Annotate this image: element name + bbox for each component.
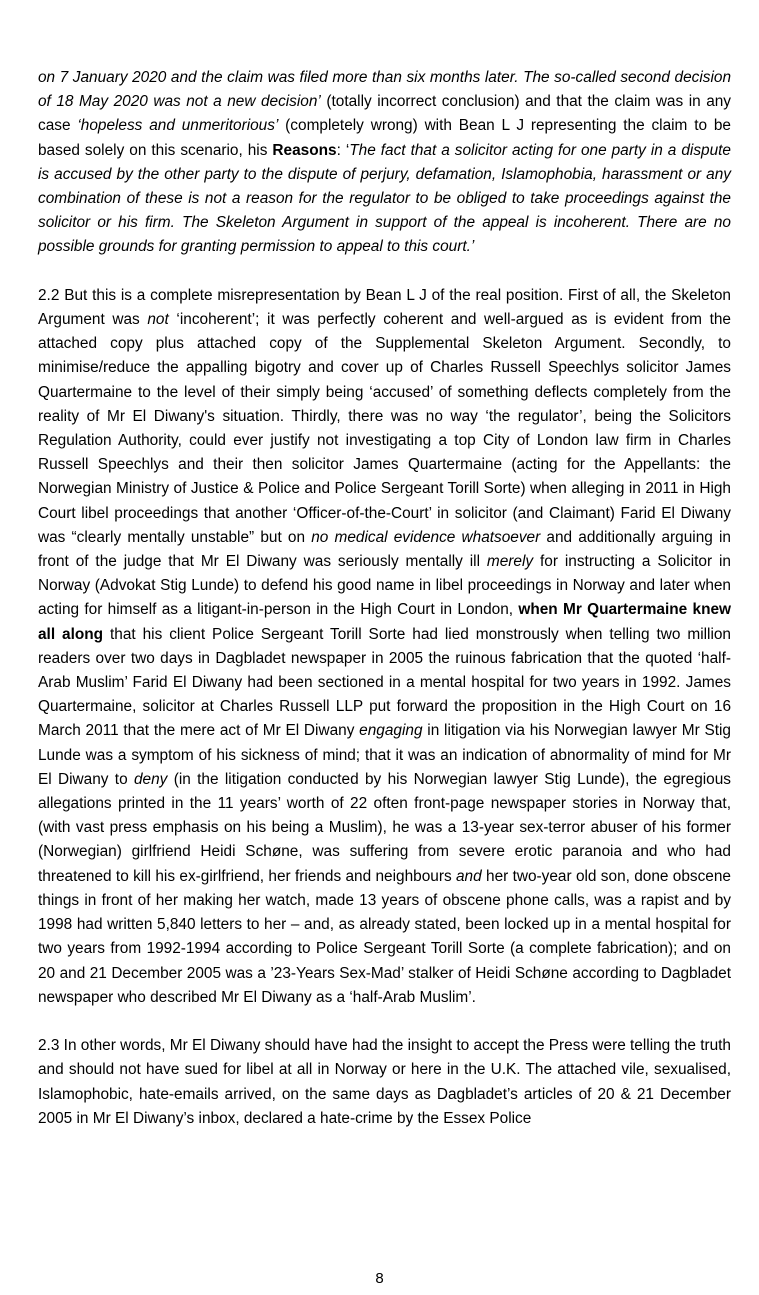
text-run: in litigation via his Norwegian lawyer Mr Stig Lunde was a symptom of his sickness of mind; that it was an indication of abnormality of mind for Mr El Diwany to <box>38 722 731 788</box>
page-number: 8 <box>375 1270 384 1287</box>
text-run: 2.2 But this is a complete misrepresentation by Bean L J of the real position. First of all, the Skeleton Argument was <box>38 286 731 329</box>
text-run: ‘incoherent’; it was perfectly coherent and well-argued as is evident from the attached copy plus attached copy of the Supplemental Skeleton Argument. Secondly, to minimise/reduce the appalling bigotry and cover up of Charles Russell Speechlys solicitor James Quartermaine to the level of their simply being ‘accused’ of something deflects completely from the reality of Mr El Diwany's situation. Thirdly, there was no way ‘the regulator’, being the Solicitors Regulation Authority, could ever justify not investigating a top City of London law firm in Charles Russell Speechlys and their then solicitor James Quartermaine (acting for the Appellants: the Norwegian Ministry of Justice & Police and Police Sergeant Torill Sorte) when alleging in 2011 in High Court libel proceedings that another ‘Officer-of-the-Court’ in solicitor (and Claimant) Farid El Diwany was “clearly mentally unstable” but on <box>38 311 731 546</box>
text-run: and <box>456 867 482 885</box>
text-run: her two-year old son, done obscene things in front of her making her watch, made 13 years of obscene phone calls, was a rapist and by 1998 had written 5,840 letters to her – and, as already stated, been locked up in a mental hospital for two years from 1992-1994 according to Police Sergeant Torill Sorte (a complete fabrication); and on 20 and 21 December 2005 was a ’23-Years Sex-Mad’ stalker of Heidi Schøne according to Dagbladet newspaper who described Mr El Diwany as a ‘half-Arab Muslim’. <box>38 867 731 1006</box>
text-run: for instructing a Solicitor in Norway (Advokat Stig Lunde) to defend his good name in libel proceedings in Norway and later when acting for himself as a litigant-in-person in the High Court in London, <box>38 553 731 619</box>
text-run: Reasons <box>272 141 337 159</box>
paragraph-2-2 <box>38 284 731 1010</box>
text-run: The fact that a solicitor acting for one party in a dispute is accused by the other party to the dispute of perjury, defamation, Islamophobia, harassment or any combination of these is not a reason for the regulator to be obliged to take proceedings against the solicitor or his firm. The Skeleton Argument in support of the appeal is incoherent. There are no possible grounds for granting permission to appeal to this court.’ <box>38 141 731 256</box>
text-run: when Mr Quartermaine knew all along <box>38 601 731 643</box>
text-run: engaging <box>359 722 423 740</box>
document-page <box>38 66 731 1131</box>
text-run: ‘hopeless and unmeritorious’ <box>77 117 279 135</box>
text-run: 2.3 In other words, Mr El Diwany should have had the insight to accept the Press were telling the truth and should not have sued for libel at all in Norway or here in the U.K. The attached vile, sexualised, Islamophobic, hate-emails arrived, on the same days as Dagbladet’s articles of 20 & 21 December 2005 in Mr El Diwany’s inbox, declared a hate-crime by the Essex Police <box>38 1037 731 1127</box>
text-run: merely <box>486 553 534 571</box>
text-run: no medical evidence whatsoever <box>311 528 541 546</box>
text-run: on 7 January 2020 and the claim was filed more than six months later. The so-called second decision of 18 May 2020 was not a new decision’ <box>38 69 731 111</box>
text-run: and additionally arguing in front of the judge that Mr El Diwany was seriously mentally ill <box>38 528 731 571</box>
text-run: deny <box>133 770 168 788</box>
text-run: (completely wrong) with Bean L J representing the claim to be based solely on this scenario, his <box>38 117 731 159</box>
text-run: (totally incorrect conclusion) and that the claim was in any case <box>38 93 732 135</box>
text-run: : ‘ <box>336 141 350 159</box>
paragraph-2-1-continuation <box>38 66 731 260</box>
paragraph-2-3 <box>38 1034 731 1131</box>
text-run: that his client Police Sergeant Torill Sorte had lied monstrously when telling two million readers over two days in Dagbladet newspaper in 2005 the ruinous fabrication that the quoted ‘half-Arab Muslim’ Farid El Diwany had been sectioned in a mental hospital for two years in 1992. James Quartermaine, solicitor at Charles Russell LLP put forward the proposition in the High Court on 16 March 2011 that the mere act of Mr El Diwany <box>38 625 731 740</box>
text-run: (in the litigation conducted by his Norwegian lawyer Stig Lunde), the egregious allegations printed in the 11 years’ worth of 22 often front-page newspaper stories in Norway that, (with vast press emphasis on his being a Muslim), he was a 13-year sex-terror abuser of his former (Norwegian) girlfriend Heidi Schøne, was suffering from severe erotic paranoia and who had threatened to kill his ex-girlfriend, her friends and neighbours <box>38 770 731 885</box>
text-run: not <box>147 311 169 329</box>
